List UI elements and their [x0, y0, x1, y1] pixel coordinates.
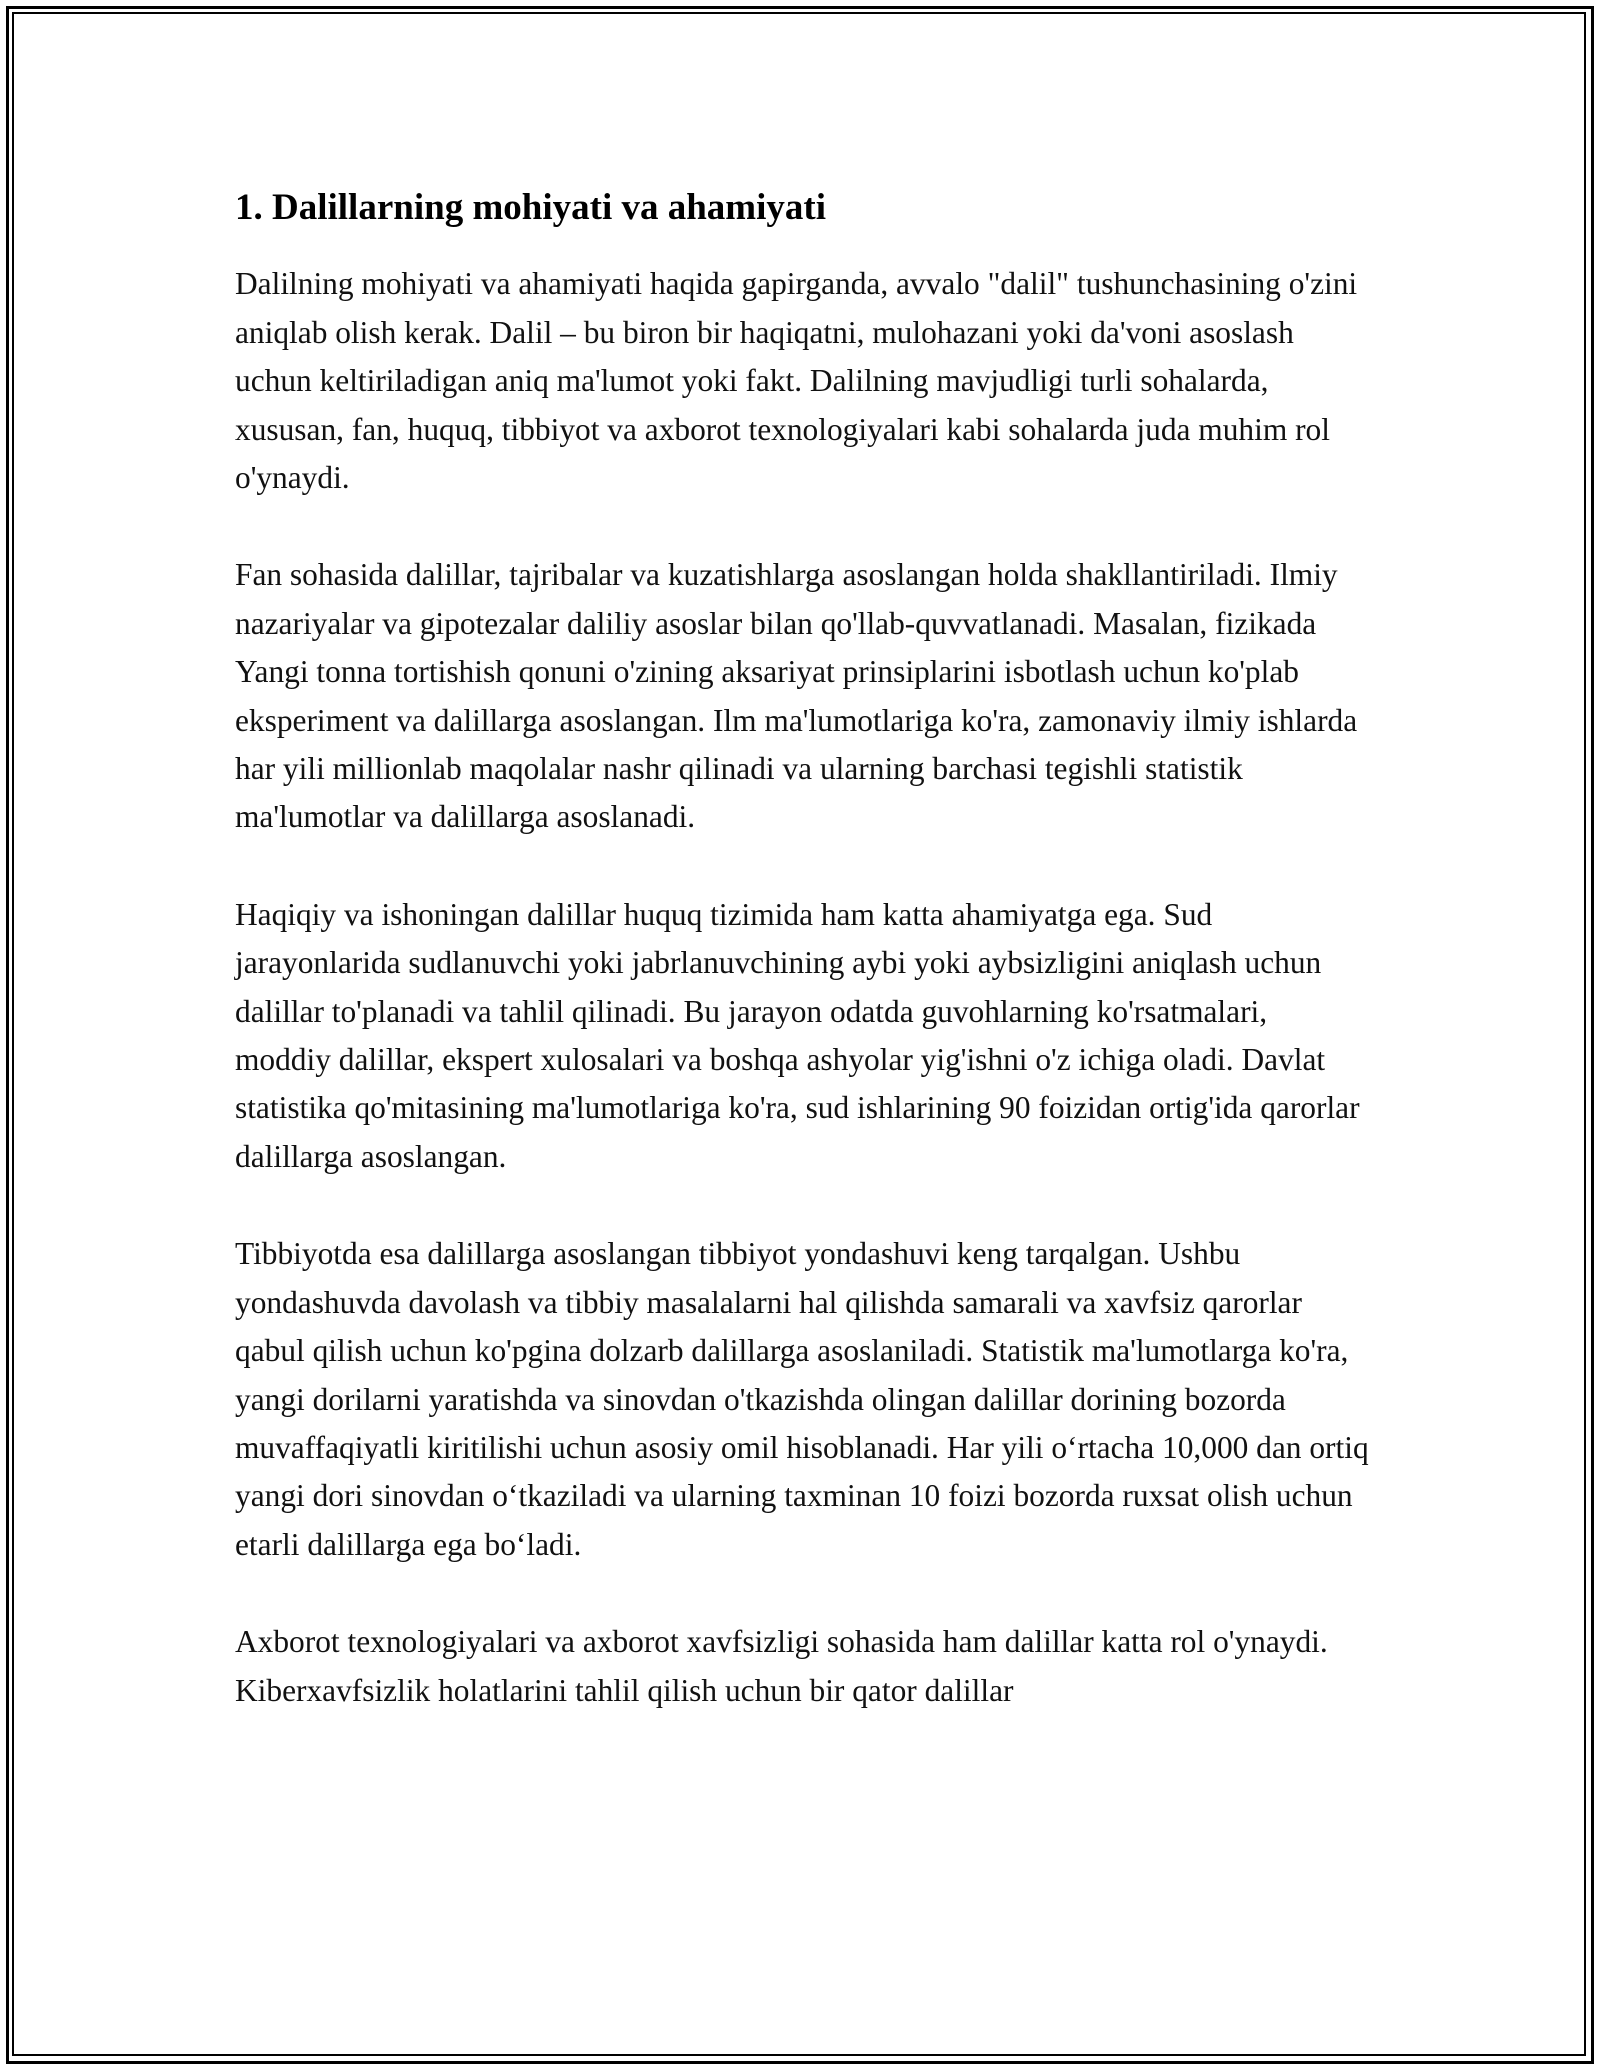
paragraph-law: Haqiqiy va ishoningan dalillar huquq tizimida ham katta ahamiyatga ega. Sud jarayonlarida sudlanuvchi yoki jabrlanuvchining aybi yoki aybsizligini aniqlash uchun dalillar to'planadi va tahlil qilinadi. Bu jarayon odatda guvohlarning ko'rsatmalari, moddiy dalillar, ekspert xulosalari va boshqa ashyolar yig'ishni o'z ichiga oladi. Davlat statistika qo'mitasining ma'lumotlariga ko'ra, sud ishlarining 90 foizidan ortig'ida qarorlar dalillarga asoslangan. [235, 896, 1360, 1174]
document-body [235, 186, 1370, 1764]
paragraph-medicine: Tibbiyotda esa dalillarga asoslangan tibbiyot yondashuvi keng tarqalgan. Ushbu yondashuvda davolash va tibbiy masalalarni hal qilishda samarali va xavfsiz qarorlar qabul qilish uchun ko'pgina dolzarb dalillarga asoslaniladi. Statistik ma'lumotlarga ko'ra, yangi dorilarni yaratishda va sinovdan o'tkazishda olingan dalillar dorining bozorda muvaffaqiyatli kiritilishi uchun asosiy omil hisoblanadi. Har yili o‘rtacha 10,000 dan ortiq yangi dori sinovdan o‘tkaziladi va ularning taxminan 10 foizi bozorda ruxsat olish uchun etarli dalillarga ega bo‘ladi. [235, 1236, 1369, 1562]
paragraph-definition: Dalilning mohiyati va ahamiyati haqida gapirganda, avvalo "dalil" tushunchasining o'zini aniqlab olish kerak. Dalil – bu biron bir haqiqatni, mulohazani yoki da'voni asoslash uchun keltiriladigan aniq ma'lumot yoki fakt. Dalilning mavjudligi turli sohalarda, xususan, fan, huquq, tibbiyot va axborot texnologiyalari kabi sohalarda juda muhim rol o'ynaydi. [235, 266, 1358, 496]
paragraph-it-security: Axborot texnologiyalari va axborot xavfsizligi sohasida ham dalillar katta rol o'ynaydi. Kiberxavfsizlik holatlarini tahlil qilish uchun bir qator dalillar [235, 1624, 1328, 1708]
section-heading: 1. Dalillarning mohiyati va ahamiyati [235, 187, 827, 228]
paragraph-science: Fan sohasida dalillar, tajribalar va kuzatishlarga asoslangan holda shakllantiriladi. Ilmiy nazariyalar va gipotezalar daliliy asoslar bilan qo'llab-quvvatlanadi. Masalan, fizikada Yangi tonna tortishish qonuni o'zining aksariyat prinsiplarini isbotlash uchun ko'plab eksperiment va dalillarga asoslangan. Ilm ma'lumotlariga ko'ra, zamonaviy ilmiy ishlarda har yili millionlab maqolalar nashr qilinadi va ularning barchasi tegishli statistik ma'lumotlar va dalillarga asoslanadi. [235, 557, 1358, 835]
